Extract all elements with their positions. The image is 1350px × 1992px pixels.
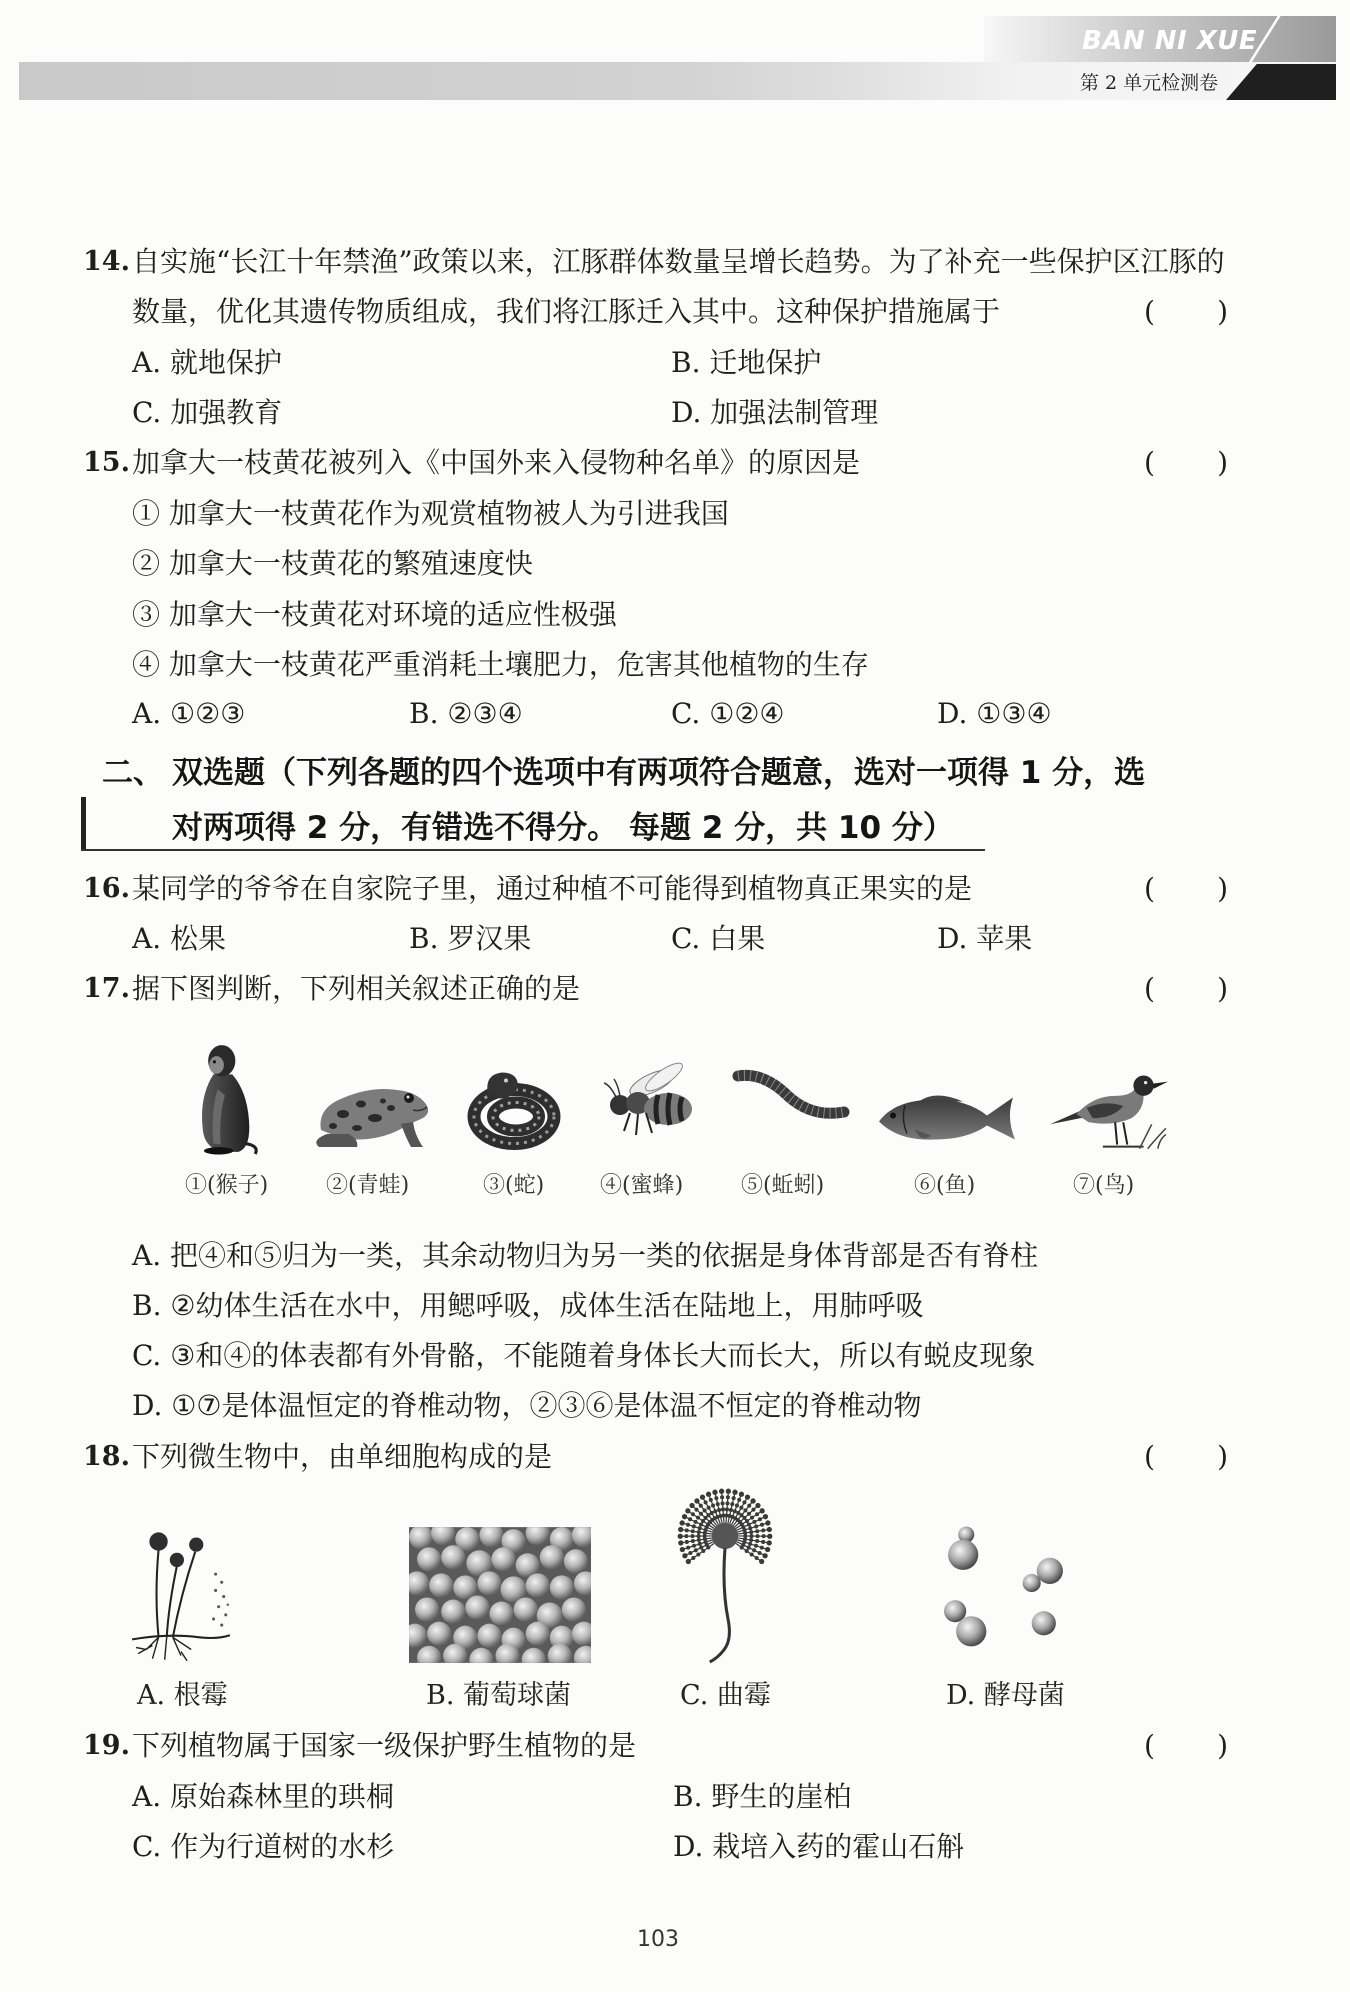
spore [712, 1490, 717, 1495]
spore [739, 1492, 744, 1497]
spore [767, 1527, 772, 1532]
bee-illustration [600, 1060, 700, 1140]
answer-paren-close: ) [1217, 1729, 1228, 1762]
option-a: A. 把④和⑤归为一类，其余动物归为另一类的依据是身体背部是否有脊柱 [132, 1239, 1039, 1272]
spore [747, 1546, 751, 1550]
spore [749, 1530, 753, 1534]
spore [763, 1514, 768, 1519]
monkey-illustration [190, 1043, 264, 1155]
spore [761, 1540, 765, 1544]
spore [745, 1494, 750, 1499]
spore [699, 1522, 703, 1526]
spore [732, 1496, 736, 1500]
figure-label-bird: ⑦(鸟) [1073, 1173, 1135, 1198]
statement-2: ② 加拿大一枝黄花的繁殖速度快 [132, 547, 533, 580]
spore [767, 1534, 772, 1539]
rhizopus-illustration [128, 1523, 238, 1663]
spore [713, 1509, 717, 1513]
option-d: D. 酵母菌 [946, 1680, 1065, 1711]
spore [686, 1546, 690, 1550]
spore [699, 1504, 703, 1508]
spore [756, 1534, 760, 1538]
answer-paren-close: ) [1217, 1440, 1228, 1473]
spore [751, 1508, 755, 1512]
answer-paren-close: ) [1217, 872, 1228, 905]
spore [698, 1526, 702, 1530]
section-title-line2: 对两项得 2 分，有错选不得分。 每题 2 分，共 10 分） [172, 810, 954, 846]
option-c: C. ③和④的体表都有外骨骼，不能随着身体长大而长大，所以有蜕皮现象 [132, 1339, 1036, 1372]
figure-label-fish: ⑥(鱼) [914, 1173, 976, 1198]
answer-blank [1144, 1439, 1228, 1475]
section-number: 二、 [102, 755, 164, 791]
spore [700, 1494, 705, 1499]
spore [745, 1549, 749, 1553]
option-a: A. 原始森林里的珙桐 [132, 1780, 395, 1813]
option-c: C. 加强教育 [132, 396, 283, 429]
spore [750, 1552, 754, 1556]
spore [755, 1539, 759, 1543]
question-stem: 下列植物属于国家一级保护野生植物的是 [132, 1729, 637, 1762]
spore [721, 1501, 725, 1505]
spore [692, 1544, 696, 1548]
spore [694, 1548, 698, 1552]
spore [685, 1540, 689, 1544]
spore [749, 1538, 753, 1542]
spore [679, 1520, 684, 1525]
answer-paren-close: ) [1217, 295, 1228, 328]
question-number: 14. [83, 246, 130, 277]
header-brand: BAN NI XUE [1082, 26, 1258, 56]
option-d: D. 栽培入药的霍山石斛 [673, 1830, 965, 1863]
statement-3: ③ 加拿大一枝黄花对环境的适应性极强 [132, 598, 617, 631]
spore [709, 1498, 713, 1502]
spore [699, 1546, 703, 1550]
spore [698, 1542, 702, 1546]
spore [740, 1545, 744, 1549]
fish-illustration [875, 1088, 1018, 1146]
spore [765, 1547, 770, 1552]
spore [720, 1495, 724, 1499]
spore [678, 1534, 683, 1539]
spore [696, 1552, 700, 1556]
spore [691, 1512, 695, 1516]
spore [695, 1508, 699, 1512]
answer-blank [1144, 871, 1228, 907]
statement-1: ① 加拿大一枝黄花作为观赏植物被人为引进我国 [132, 497, 729, 530]
figure-label-bee: ④(蜜蜂) [600, 1173, 684, 1198]
spore [726, 1495, 730, 1499]
spore [749, 1534, 753, 1538]
spore [707, 1506, 711, 1510]
option-c: C. ①②④ [671, 697, 785, 730]
spore [714, 1496, 718, 1500]
spore [717, 1508, 721, 1512]
spore [694, 1498, 699, 1503]
answer-paren-open: ( [1144, 446, 1155, 479]
earthworm-illustration [732, 1066, 850, 1122]
spore [767, 1540, 772, 1545]
spore [735, 1504, 739, 1508]
question-stem: 自实施“长江十年禁渔”政策以来，江豚群体数量呈增长趋势。为了补充一些保护区江豚的 [132, 245, 1225, 278]
spore [703, 1508, 707, 1512]
answer-paren-close: ) [1217, 972, 1228, 1005]
spore [743, 1508, 747, 1512]
spore [748, 1542, 752, 1546]
question-number: 15. [83, 447, 130, 478]
option-a: A. 松果 [132, 922, 227, 955]
option-c: C. 作为行道树的水杉 [132, 1830, 395, 1863]
page-number: 103 [637, 1927, 679, 1952]
bird-illustration [1046, 1060, 1170, 1152]
spore [688, 1517, 692, 1521]
answer-paren-open: ( [1144, 972, 1155, 1005]
option-c: C. 曲霉 [680, 1680, 771, 1711]
spore [755, 1556, 759, 1560]
snake-illustration [466, 1063, 562, 1151]
spore [759, 1559, 764, 1564]
option-d: D. 加强法制管理 [671, 396, 879, 429]
spore [682, 1553, 687, 1558]
spore [710, 1511, 714, 1515]
spore [711, 1504, 715, 1508]
spore [721, 1507, 725, 1511]
spore [691, 1539, 695, 1543]
spore [688, 1551, 692, 1555]
spore [692, 1524, 696, 1528]
spore [762, 1534, 766, 1538]
spore [732, 1490, 737, 1495]
answer-paren-close: ) [1217, 446, 1228, 479]
spore [754, 1544, 758, 1548]
spore [725, 1501, 729, 1505]
spore [747, 1522, 751, 1526]
spore [752, 1548, 756, 1552]
question-number: 19. [83, 1730, 130, 1761]
option-a: A. 就地保护 [132, 346, 283, 379]
spore [758, 1551, 762, 1555]
figure-label-earthworm: ⑤(蚯蚓) [741, 1173, 825, 1198]
spore [726, 1489, 731, 1494]
option-a: A. ①②③ [132, 697, 246, 730]
spore [690, 1534, 694, 1538]
option-d: D. ①③④ [937, 697, 1052, 730]
statement-4: ④ 加拿大一枝黄花严重消耗土壤肥力，危害其他植物的生存 [132, 648, 869, 681]
question-stem: 据下图判断，下列相关叙述正确的是 [132, 972, 581, 1005]
spore [759, 1508, 764, 1513]
spore [701, 1549, 705, 1553]
spore [685, 1528, 689, 1532]
spore [761, 1528, 765, 1532]
spore [678, 1540, 683, 1545]
option-b: B. 野生的崖柏 [673, 1780, 852, 1813]
section-heading-bar [81, 797, 86, 851]
spore [706, 1492, 711, 1497]
spore [747, 1512, 751, 1516]
answer-paren-open: ( [1144, 1729, 1155, 1762]
spore [755, 1503, 760, 1508]
question-stem: 数量，优化其遗传物质组成，我们将江豚迁入其中。这种保护措施属于 [132, 295, 1001, 328]
answer-blank [1144, 445, 1228, 481]
spore [696, 1516, 700, 1520]
unit-title: 第 2 单元检测卷 [1080, 72, 1219, 94]
spore [755, 1529, 759, 1533]
question-number: 18. [83, 1441, 130, 1472]
spore [748, 1526, 752, 1530]
frog-illustration [313, 1073, 435, 1150]
spore [686, 1523, 690, 1527]
spore [685, 1508, 690, 1513]
option-b: B. 迁地保护 [671, 346, 822, 379]
spore [760, 1546, 764, 1550]
spore [762, 1553, 767, 1558]
section-title-line1: 双选题（下列各题的四个选项中有两项符合题意，选对一项得 1 分，选 [172, 755, 1146, 791]
spore [689, 1503, 694, 1508]
section-heading-underline [81, 849, 985, 851]
spore [694, 1520, 698, 1524]
spore [699, 1512, 703, 1516]
answer-paren-open: ( [1144, 1440, 1155, 1473]
question-number: 17. [83, 973, 130, 1004]
spore [729, 1508, 733, 1512]
spore [758, 1517, 762, 1521]
spore [739, 1506, 743, 1510]
spore [682, 1514, 687, 1519]
spore [742, 1500, 746, 1504]
spore [747, 1504, 751, 1508]
spore [765, 1520, 770, 1525]
question-stem: 加拿大一枝黄花被列入《中国外来入侵物种名单》的原因是 [132, 446, 861, 479]
spore [686, 1559, 691, 1564]
question-stem: 下列微生物中，由单细胞构成的是 [132, 1440, 553, 1473]
question-number: 16. [83, 873, 130, 904]
answer-blank [1144, 971, 1228, 1007]
spore [691, 1529, 695, 1533]
yeast-illustration [939, 1523, 1075, 1651]
spore [750, 1516, 754, 1520]
staphylococcus-photo [409, 1527, 591, 1663]
aspergillus-illustration [671, 1487, 779, 1663]
option-c: C. 白果 [671, 922, 766, 955]
spore [730, 1502, 734, 1506]
figure-label-frog: ②(青蛙) [326, 1173, 410, 1198]
spore [754, 1524, 758, 1528]
spore [750, 1498, 755, 1503]
spore [755, 1512, 759, 1516]
option-a: A. 根霉 [137, 1680, 228, 1711]
spore [745, 1519, 749, 1523]
answer-paren-open: ( [1144, 295, 1155, 328]
spore [760, 1523, 764, 1527]
spore [691, 1556, 695, 1560]
spore [752, 1520, 756, 1524]
question-stem: 某同学的爷爷在自家院子里，通过种植不可能得到植物真正果实的是 [132, 872, 973, 905]
figure-label-snake: ③(蛇) [483, 1173, 545, 1198]
spore [737, 1498, 741, 1502]
spore [733, 1509, 737, 1513]
option-d: D. ①⑦是体温恒定的脊椎动物，②③⑥是体温不恒定的脊椎动物 [132, 1389, 922, 1422]
figure-label-monkey: ①(猴子) [185, 1173, 269, 1198]
spore [719, 1489, 724, 1494]
option-b: B. 罗汉果 [409, 922, 532, 955]
option-b: B. 葡萄球菌 [426, 1680, 572, 1711]
answer-blank [1144, 1728, 1228, 1764]
spore [716, 1502, 720, 1506]
option-b: B. ②幼体生活在水中，用鳃呼吸，成体生活在陆地上，用肺呼吸 [132, 1289, 924, 1322]
option-b: B. ②③④ [409, 697, 523, 730]
spore [680, 1547, 685, 1552]
answer-paren-open: ( [1144, 872, 1155, 905]
spore [725, 1507, 729, 1511]
spore [697, 1534, 701, 1538]
spore [704, 1500, 708, 1504]
spore [697, 1530, 701, 1534]
spore [678, 1527, 683, 1532]
spore [697, 1538, 701, 1542]
option-d: D. 苹果 [937, 922, 1033, 955]
answer-blank [1144, 294, 1228, 330]
spore [684, 1534, 688, 1538]
